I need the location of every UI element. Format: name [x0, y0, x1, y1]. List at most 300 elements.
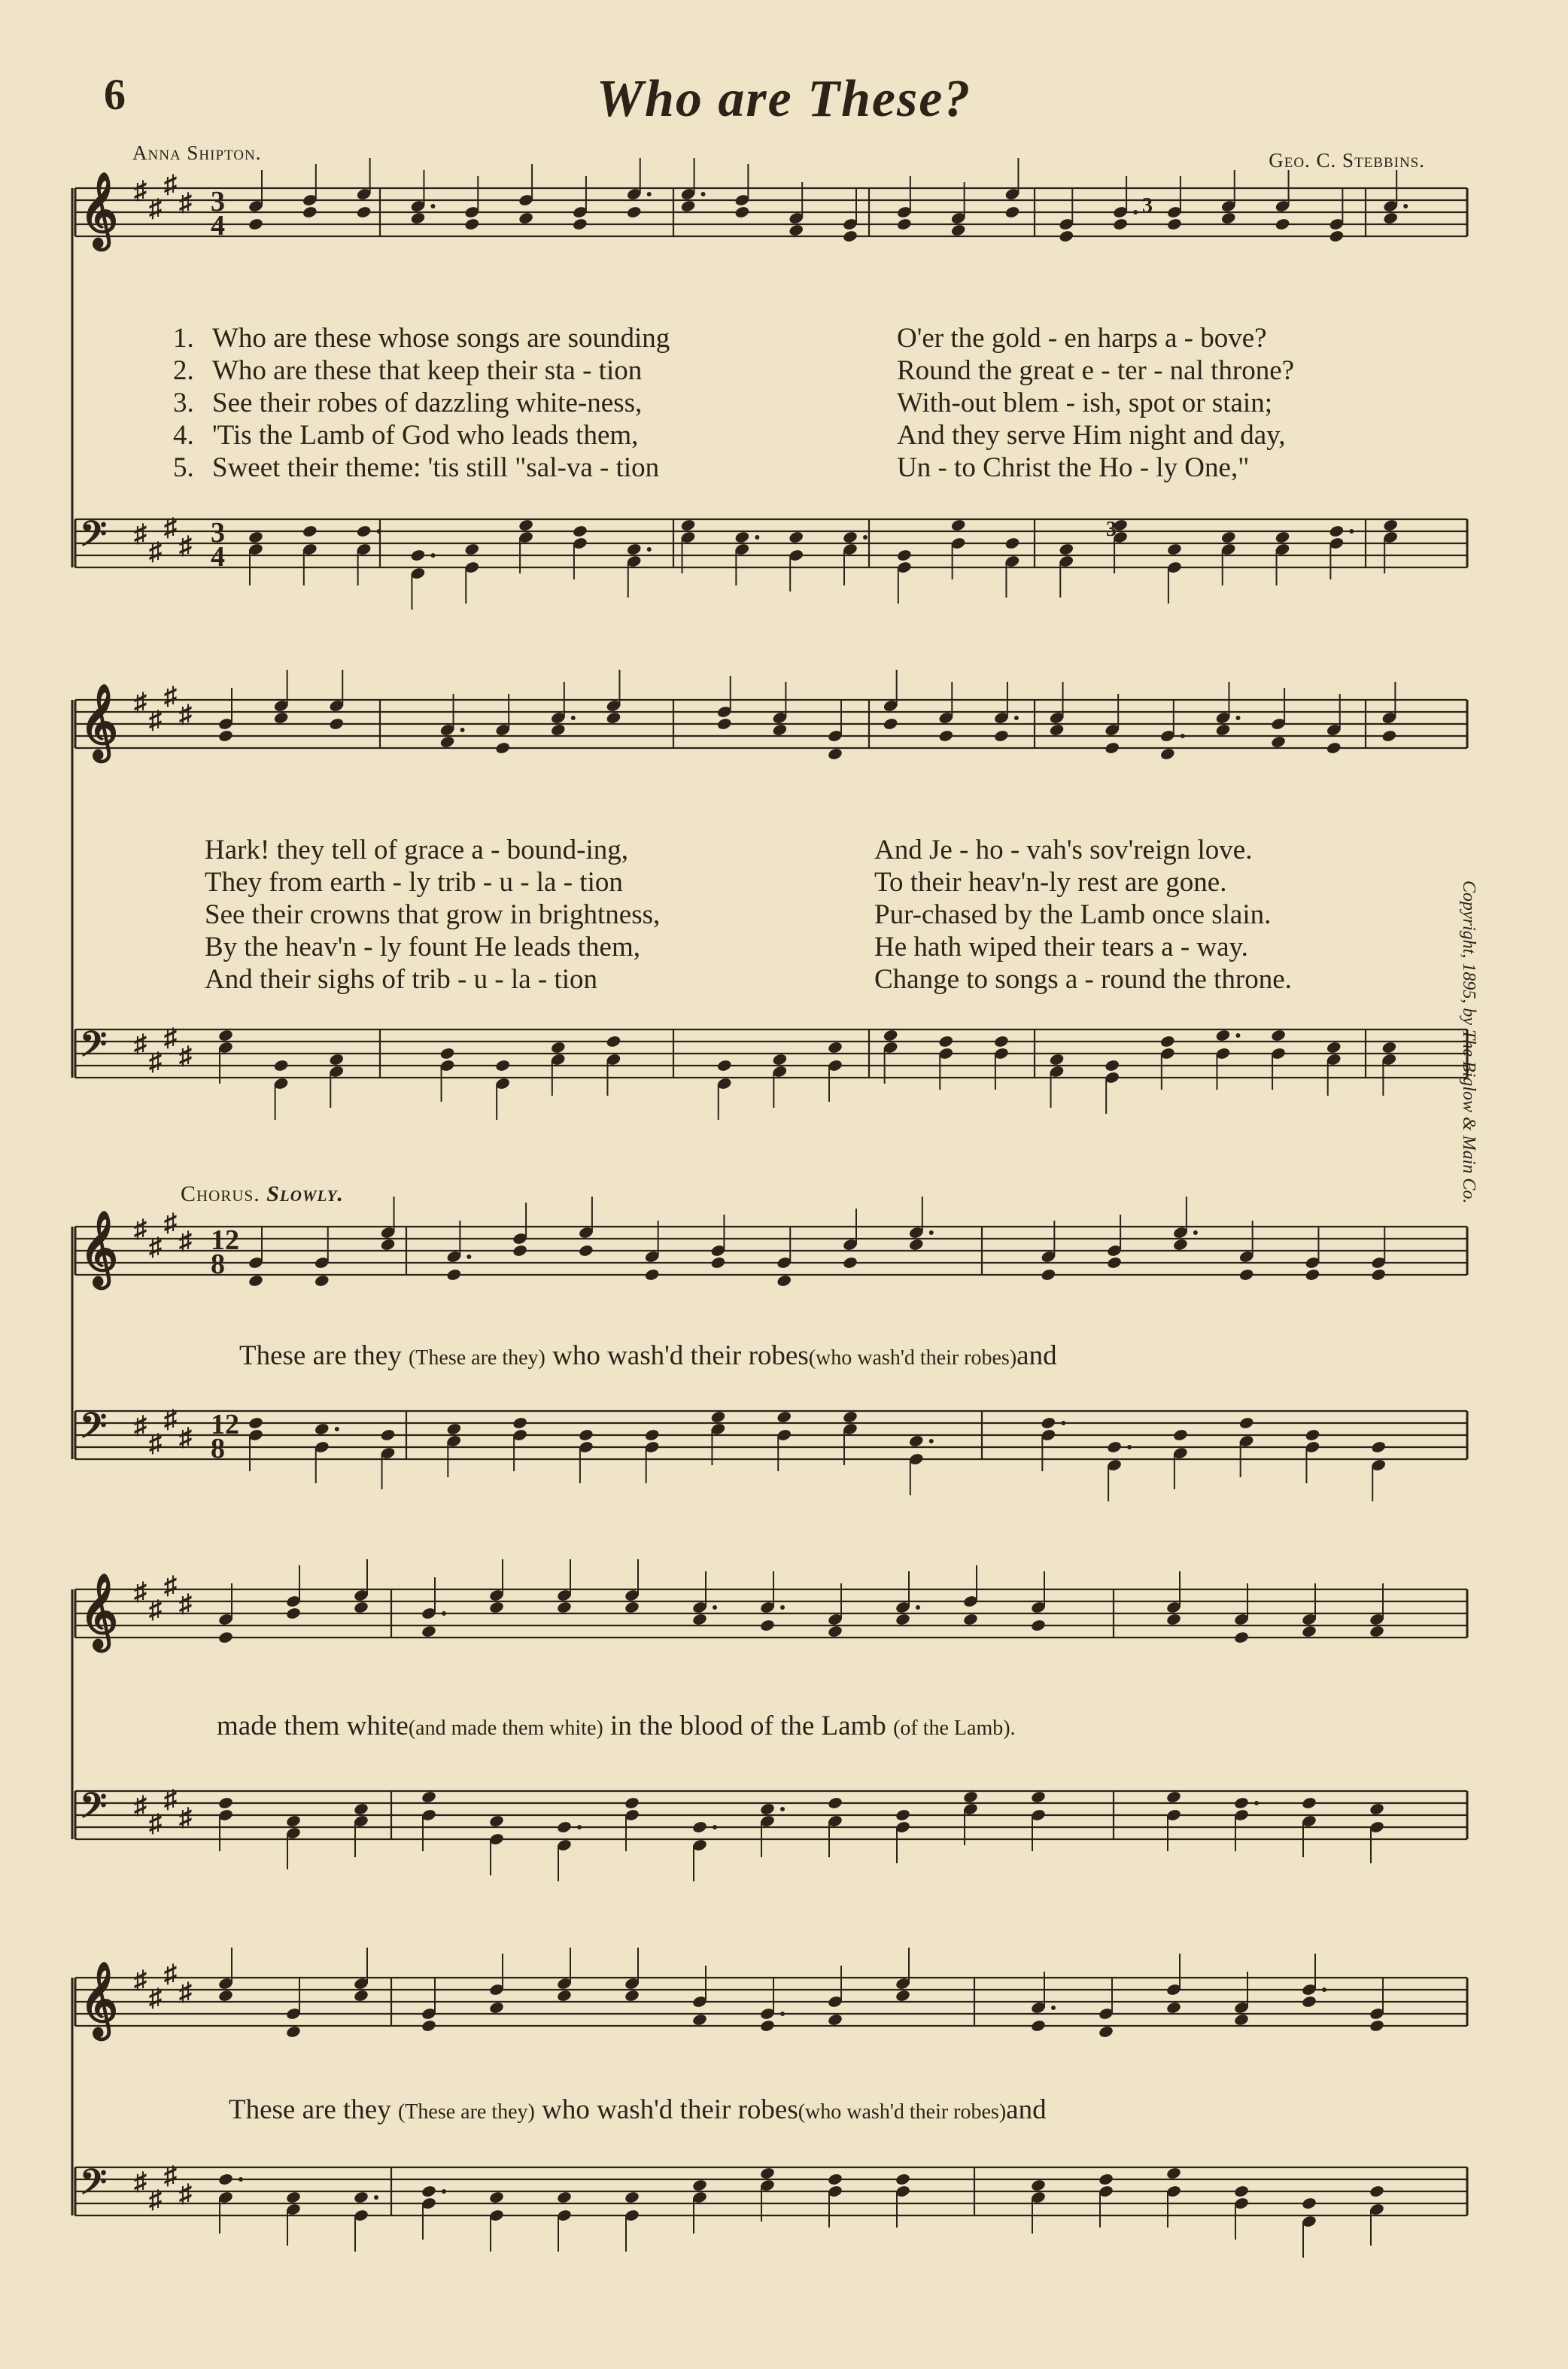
chorus-heading — [181, 1181, 344, 1207]
note-head — [353, 2191, 369, 2204]
dot — [1051, 2006, 1056, 2010]
dot — [863, 535, 868, 540]
note-head — [1098, 2173, 1114, 2186]
sharp-icon: ♯ — [149, 1596, 162, 1624]
chorus-echo-text: (who wash'd their robes) — [798, 2100, 1007, 2124]
note-head — [691, 1820, 707, 1834]
note-head — [1238, 1268, 1254, 1282]
bass-clef-icon: 𝄢 — [80, 1026, 108, 1072]
verse-number: 2. — [173, 355, 194, 386]
note-head — [626, 205, 642, 219]
lyric-text: O'er the gold - en harps a - bove? — [897, 323, 1267, 354]
dot — [701, 192, 706, 196]
verse-number: 3. — [173, 388, 194, 418]
note-head — [356, 525, 372, 538]
sharp-icon: ♯ — [149, 538, 162, 566]
lyric-text: He hath wiped their tears a - way. — [874, 932, 1248, 963]
sharp-icon: ♯ — [164, 1024, 177, 1052]
note-head — [624, 1989, 640, 2003]
note-head — [895, 1989, 910, 2003]
sharp-icon: ♯ — [134, 689, 147, 716]
treble-clef-icon: 𝄞 — [80, 686, 118, 758]
note-head — [993, 729, 1009, 743]
note-head — [578, 1428, 594, 1442]
dot — [577, 1825, 582, 1829]
note-head — [1329, 230, 1345, 243]
chorus-text: These are they — [239, 1340, 402, 1371]
note-head — [842, 230, 858, 243]
time-signature: 3 — [211, 186, 225, 217]
dot — [1235, 1033, 1240, 1038]
lyric-text: 'Tis the Lamb of God who leads them, — [212, 420, 639, 451]
time-signature: 3 — [211, 517, 225, 549]
sharp-icon: ♯ — [134, 2168, 147, 2196]
note-head — [439, 1047, 455, 1060]
chorus-text: These are they — [229, 2094, 391, 2125]
note-head — [488, 2001, 504, 2015]
sharp-icon: ♯ — [164, 1786, 177, 1814]
dot — [916, 1605, 920, 1610]
note-head — [789, 224, 804, 237]
note-head — [285, 1607, 301, 1620]
dot — [239, 2177, 243, 2182]
dot — [430, 553, 435, 558]
note-head — [1166, 543, 1182, 556]
note-head — [217, 2173, 233, 2186]
verse-line — [205, 899, 1476, 931]
note-head — [273, 1059, 289, 1072]
sharp-icon: ♯ — [179, 1590, 192, 1618]
note-head — [1105, 1059, 1120, 1072]
lyric-text: And Je - ho - vah's sov'reign love. — [874, 835, 1253, 865]
sharp-icon: ♯ — [164, 1209, 177, 1237]
sharp-icon: ♯ — [149, 2186, 162, 2214]
note-head — [710, 1256, 726, 1270]
note-head — [410, 211, 426, 225]
note-head — [464, 217, 480, 231]
note-head — [624, 1601, 640, 1614]
note-head — [1371, 1440, 1387, 1454]
dot — [929, 1230, 934, 1235]
lyric-text: And their sighs of trib - u - la - tion — [205, 964, 598, 995]
note-head — [1301, 2197, 1317, 2210]
chorus-echo-text: (who wash'd their robes) — [808, 1346, 1017, 1370]
note-head — [217, 729, 233, 743]
note-head — [896, 549, 912, 562]
dot — [755, 535, 759, 540]
note-head — [1369, 1802, 1384, 1816]
time-signature: 4 — [211, 541, 225, 573]
note-head — [606, 1035, 621, 1048]
sharp-icon: ♯ — [164, 171, 177, 199]
lyric-text: Who are these that keep their sta - tion — [212, 355, 643, 386]
note-head — [1059, 543, 1074, 556]
note-head — [938, 1035, 954, 1048]
sharp-icon: ♯ — [164, 683, 177, 710]
note-head — [518, 519, 533, 532]
note-head — [572, 525, 588, 538]
note-head — [495, 741, 511, 755]
note-head — [1238, 1416, 1254, 1430]
note-head — [421, 1790, 436, 1804]
dot — [1254, 1801, 1259, 1805]
note-head — [1159, 747, 1175, 761]
note-head — [421, 2019, 436, 2033]
note-head — [1165, 1613, 1181, 1626]
note-head — [495, 1059, 511, 1072]
note-head — [1301, 1995, 1317, 2009]
note-head — [439, 735, 455, 749]
page-number: 6 — [104, 70, 126, 119]
sharp-icon: ♯ — [179, 1042, 192, 1070]
time-signature: 8 — [211, 1433, 225, 1464]
dot — [335, 1427, 339, 1431]
bass-clef-icon: 𝄢 — [80, 1787, 108, 1834]
note-head — [734, 205, 750, 219]
sharp-icon: ♯ — [149, 1984, 162, 2012]
dot — [1403, 204, 1408, 208]
dot — [1349, 529, 1354, 534]
note-head — [827, 2013, 843, 2027]
note-head — [1381, 729, 1397, 743]
note-head — [624, 1796, 640, 1810]
note-head — [273, 711, 289, 725]
treble-clef-icon: 𝄞 — [80, 1963, 118, 2036]
note-head — [962, 1790, 978, 1804]
note-head — [1112, 217, 1128, 231]
note-head — [1041, 1268, 1056, 1282]
sharp-icon: ♯ — [164, 514, 177, 542]
note-head — [1270, 735, 1286, 749]
note-head — [1270, 1029, 1286, 1042]
time-signature: 12 — [211, 1224, 239, 1256]
note-head — [776, 1410, 792, 1424]
note-head — [1383, 211, 1399, 225]
verse-line — [205, 931, 1476, 963]
dot — [442, 1611, 446, 1616]
lyric-text: Pur-chased by the Lamb once slain. — [874, 899, 1272, 930]
note-head — [1030, 2019, 1046, 2033]
chorus-lyric-line-2 — [217, 1710, 1016, 1742]
note-head — [895, 1808, 910, 1822]
note-head — [1220, 211, 1236, 225]
note-head — [421, 2185, 436, 2198]
note-head — [1215, 1029, 1231, 1042]
lyric-text: To their heav'n-ly rest are gone. — [874, 867, 1227, 898]
lyric-text: Hark! they tell of grace a - bound-ing, — [205, 835, 629, 865]
note-head — [1381, 1041, 1397, 1054]
sharp-icon: ♯ — [179, 1804, 192, 1832]
dot — [442, 2189, 446, 2194]
note-head — [1106, 1256, 1122, 1270]
lyric-text: Sweet their theme: 'tis still "sal-va - tion — [212, 452, 660, 483]
note-head — [353, 1989, 369, 2003]
note-head — [1329, 525, 1345, 538]
note-head — [883, 717, 898, 731]
note-head — [353, 1802, 369, 1816]
note-head — [1105, 741, 1120, 755]
note-head — [827, 747, 843, 761]
triplet-mark: 3 — [1106, 518, 1117, 541]
verse-line — [205, 963, 1476, 996]
note-head — [776, 1274, 792, 1288]
note-head — [1371, 1268, 1387, 1282]
note-head — [772, 1053, 788, 1066]
dot — [647, 547, 652, 552]
copyright-notice: Copyright, 1895, by The Biglow & Main Co. — [1459, 880, 1478, 1204]
lyric-text: Un - to Christ the Ho - ly One," — [897, 452, 1250, 483]
note-head — [353, 1601, 369, 1614]
sharp-icon: ♯ — [179, 189, 192, 217]
chorus-lyric-line-3 — [229, 2094, 1047, 2126]
chorus-echo-text: (These are they) — [397, 2100, 535, 2124]
note-head — [827, 1625, 843, 1638]
chorus-text: who wash'd their robes — [552, 1340, 809, 1371]
note-head — [329, 1053, 345, 1066]
sharp-icon: ♯ — [134, 1578, 147, 1606]
note-head — [1326, 741, 1342, 755]
note-head — [1098, 2025, 1114, 2039]
sharp-icon: ♯ — [179, 2180, 192, 2208]
bass-clef-icon: 𝄢 — [80, 1407, 108, 1454]
note-head — [1233, 2185, 1249, 2198]
dot — [713, 1605, 717, 1610]
note-head — [993, 1035, 1009, 1048]
note-head — [248, 1274, 263, 1288]
dot — [374, 2195, 378, 2200]
chorus-text: who wash'd their robes — [542, 2094, 798, 2125]
note-head — [217, 1989, 233, 2003]
note-head — [1305, 1428, 1320, 1442]
lyric-text: Round the great e - ter - nal throne? — [897, 355, 1295, 386]
sharp-icon: ♯ — [134, 1030, 147, 1058]
note-head — [1305, 1268, 1320, 1282]
sharp-icon: ♯ — [164, 1406, 177, 1434]
note-head — [606, 711, 621, 725]
note-head — [556, 1601, 572, 1614]
verse-number: 5. — [173, 452, 194, 483]
dot — [1014, 716, 1019, 720]
note-head — [302, 525, 318, 538]
note-head — [1369, 2185, 1384, 2198]
note-head — [556, 1989, 572, 2003]
chorus-lyric-line-1 — [239, 1340, 1057, 1372]
treble-clef-icon: 𝄞 — [80, 1212, 118, 1285]
note-head — [217, 1796, 233, 1810]
note-head — [550, 1041, 566, 1054]
sharp-icon: ♯ — [179, 532, 192, 560]
note-head — [1172, 1238, 1188, 1251]
note-head — [1233, 2013, 1249, 2027]
note-head — [883, 1029, 898, 1042]
note-head — [827, 2173, 843, 2186]
sharp-icon: ♯ — [134, 1215, 147, 1243]
sharp-icon: ♯ — [134, 520, 147, 548]
sharp-icon: ♯ — [149, 1430, 162, 1458]
chorus-text: and — [1016, 1340, 1057, 1371]
note-head — [908, 1434, 924, 1448]
hymn-title: Who are These? — [596, 70, 972, 128]
lyric-text: By the heav'n - ly fount He leads them, — [205, 932, 640, 963]
sharp-icon: ♯ — [149, 1233, 162, 1261]
note-head — [772, 723, 788, 737]
note-head — [842, 1410, 858, 1424]
note-head — [556, 2191, 572, 2204]
note-head — [248, 217, 263, 231]
note-head — [550, 723, 566, 737]
verse-line — [173, 387, 1499, 419]
dot — [1181, 734, 1185, 738]
bass-clef-icon: 𝄢 — [80, 2164, 108, 2210]
dot — [713, 1825, 717, 1829]
note-head — [1326, 1041, 1342, 1054]
note-head — [518, 211, 533, 225]
dot — [430, 204, 435, 208]
sharp-icon: ♯ — [149, 707, 162, 734]
time-signature: 8 — [211, 1248, 225, 1280]
note-head — [217, 1029, 233, 1042]
sharp-icon: ♯ — [149, 1048, 162, 1076]
note-head — [1049, 1053, 1065, 1066]
verse-number: 1. — [173, 323, 194, 354]
triplet-mark: 3 — [1142, 194, 1153, 217]
dot — [460, 728, 465, 732]
note-head — [1369, 1625, 1384, 1638]
note-head — [789, 531, 804, 544]
note-head — [380, 1428, 396, 1442]
note-head — [680, 199, 696, 213]
chorus-label: Chorus. — [181, 1181, 260, 1206]
lyric-text: See their crowns that grow in brightness, — [205, 899, 661, 930]
sharp-icon: ♯ — [164, 2162, 177, 2190]
chorus-text: and — [1006, 2094, 1047, 2125]
composer-credit: Geo. C. Stebbins. — [1269, 149, 1425, 172]
note-head — [410, 549, 426, 562]
sharp-icon: ♯ — [179, 1424, 192, 1452]
treble-clef-icon: 𝄞 — [80, 174, 118, 246]
dot — [647, 192, 652, 196]
note-head — [1166, 217, 1182, 231]
note-head — [1233, 1796, 1249, 1810]
time-signature: 4 — [211, 210, 225, 242]
chorus-echo-text: (These are they) — [408, 1346, 545, 1370]
treble-clef-icon: 𝄞 — [80, 1575, 118, 1647]
dot — [1133, 210, 1138, 214]
note-head — [1165, 2167, 1181, 2180]
note-head — [314, 1422, 330, 1436]
time-signature: 12 — [211, 1409, 239, 1440]
sharp-icon: ♯ — [134, 1412, 147, 1440]
verse-number: 4. — [173, 420, 194, 451]
note-head — [488, 1814, 504, 1828]
note-head — [895, 1613, 910, 1626]
note-head — [896, 217, 912, 231]
chorus-text: in the blood of the Lamb — [609, 1711, 886, 1741]
note-head — [938, 729, 954, 743]
note-head — [1106, 1440, 1122, 1454]
note-head — [248, 1416, 263, 1430]
note-head — [716, 1059, 732, 1072]
note-head — [1030, 1790, 1046, 1804]
note-head — [950, 224, 966, 237]
note-head — [1369, 2019, 1384, 2033]
lyric-text: Change to songs a - round the throne. — [874, 964, 1292, 995]
note-head — [556, 1820, 572, 1834]
note-head — [680, 519, 696, 532]
note-head — [314, 1274, 330, 1288]
lyric-text: They from earth - ly trib - u - la - tion — [205, 867, 623, 898]
note-head — [421, 1625, 436, 1638]
note-head — [329, 717, 345, 731]
author-credit: Anna Shipton. — [132, 141, 262, 164]
note-head — [1165, 1790, 1181, 1804]
bass-clef-icon: 𝄢 — [80, 515, 108, 562]
note-head — [1041, 1416, 1056, 1430]
note-head — [285, 2025, 301, 2039]
chorus-echo-text: (and made them white) — [408, 1717, 603, 1740]
note-head — [895, 2173, 910, 2186]
note-head — [842, 531, 858, 544]
note-head — [488, 2191, 504, 2204]
note-head — [734, 531, 750, 544]
lyric-text: And they serve Him night and day, — [897, 420, 1286, 451]
dot — [929, 1439, 934, 1443]
note-head — [512, 1244, 527, 1257]
note-head — [827, 1041, 843, 1054]
note-head — [356, 205, 372, 219]
note-head — [1383, 519, 1399, 532]
tempo-marking: Slowly. — [266, 1181, 344, 1206]
note-head — [626, 543, 642, 556]
verse-line — [173, 452, 1499, 484]
note-head — [488, 1601, 504, 1614]
note-head — [1030, 1619, 1046, 1632]
note-head — [1301, 1625, 1317, 1638]
dot — [1127, 1445, 1132, 1449]
note-head — [1215, 723, 1231, 737]
note-head — [285, 2191, 301, 2204]
note-head — [1049, 723, 1065, 737]
dot — [780, 2012, 785, 2016]
sharp-icon: ♯ — [179, 701, 192, 728]
note-head — [716, 717, 732, 731]
note-head — [1172, 1428, 1188, 1442]
sharp-icon: ♯ — [179, 1978, 192, 2006]
note-head — [1004, 537, 1020, 550]
note-head — [1030, 2179, 1046, 2192]
note-head — [908, 1238, 924, 1251]
note-head — [380, 1238, 396, 1251]
dot — [466, 1254, 471, 1259]
note-head — [512, 1416, 527, 1430]
note-head — [217, 1631, 233, 1644]
note-head — [1165, 2001, 1181, 2015]
note-head — [759, 2167, 775, 2180]
note-head — [950, 519, 966, 532]
sharp-icon: ♯ — [134, 177, 147, 205]
note-head — [446, 1422, 462, 1436]
note-head — [691, 1613, 707, 1626]
note-head — [1220, 531, 1236, 544]
note-head — [644, 1268, 660, 1282]
dot — [1061, 1421, 1065, 1425]
verse-line — [173, 354, 1499, 387]
sharp-icon: ♯ — [179, 1227, 192, 1255]
note-head — [1059, 230, 1074, 243]
dot — [780, 1807, 785, 1811]
note-head — [691, 2013, 707, 2027]
chorus-text: made them white — [217, 1711, 409, 1741]
